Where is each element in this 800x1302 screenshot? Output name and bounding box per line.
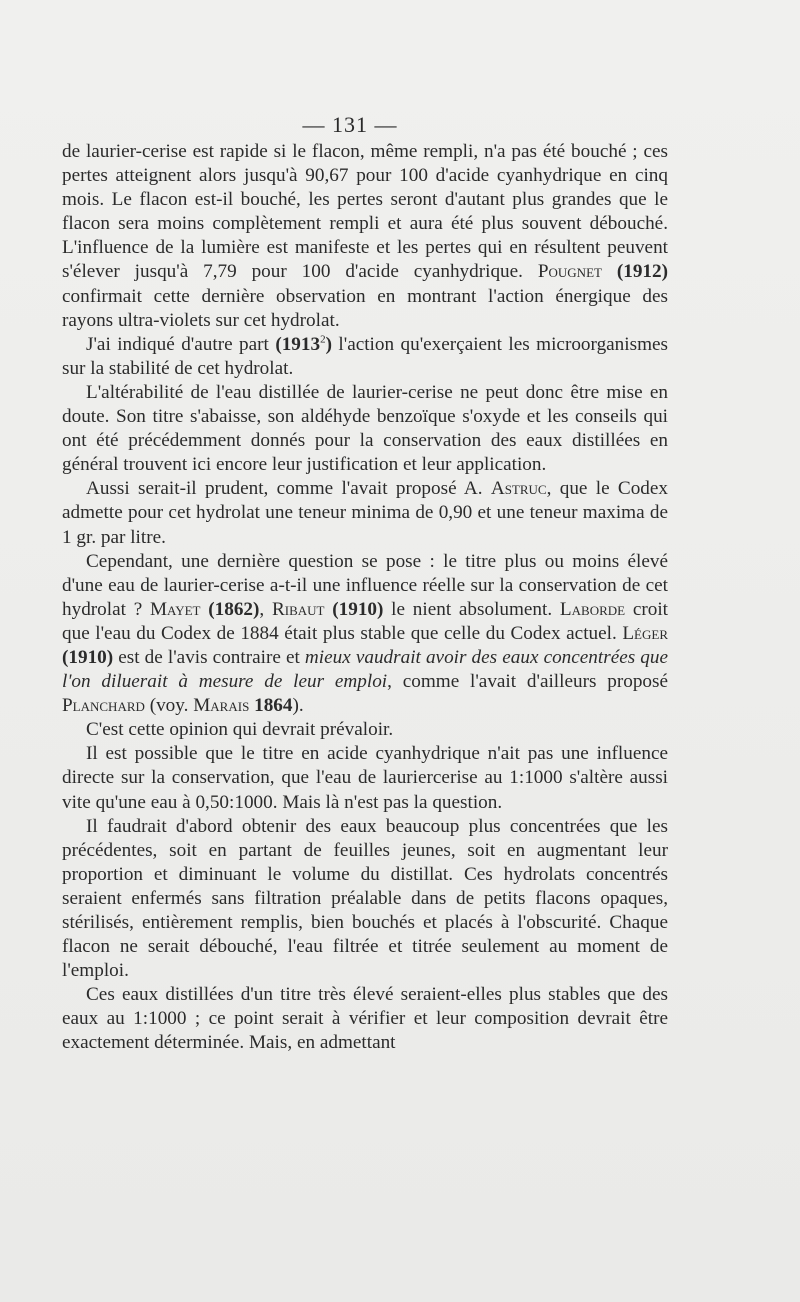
text-run: Ces eaux distillées d'un titre très élevé seraient-elles plus stables que des eaux au 1:1000 ; ce point serait à vérifier et leur composition devrait être exactement déterminée. Mais, en admettant xyxy=(62,984,668,1054)
paragraph xyxy=(62,140,668,333)
author-name: Astruc xyxy=(490,478,547,500)
author-name: Marais xyxy=(193,695,250,717)
text-run: (voy. xyxy=(144,695,194,717)
paragraph xyxy=(62,550,668,719)
citation-year: 1864 xyxy=(254,695,293,717)
author-name: Mayet xyxy=(149,598,201,620)
citation-year: (1910) xyxy=(62,646,114,668)
text-run: Il est possible que le titre en acide cyanhydrique n'ait pas une influence directe sur la conservation, que l'eau de lauriercerise au 1:1000 s'altère aussi vite qu'une eau à 0,50:1000. Mais là n'est pas la question. xyxy=(62,743,668,813)
text-run: de laurier-cerise est rapide si le flacon, même rempli, n'a pas été bouché ; ces pertes atteignent alors jusqu'à 90,67 pour 100 d'acide cyanhydrique en cinq mois. Le flacon est-il bouché, les pertes seront d'autant plus grandes que le flacon sera moins complètement rempli et aura été plus souvent débouché. L'influence de la lumière est manifeste et les pertes qui en résultent peuvent s'élever jusqu'à 7,79 pour 100 d'acide cyanhydrique. xyxy=(62,141,668,283)
author-name: Ribaut xyxy=(271,598,325,620)
text-run: , xyxy=(259,598,272,620)
paragraph xyxy=(62,718,668,742)
paragraph xyxy=(62,333,668,381)
text-run: l'action qu'exerçaient les microorganismes sur la stabilité de cet hydrolat. xyxy=(62,333,668,379)
citation-year: (1862) xyxy=(208,598,260,620)
author-name: Pougnet xyxy=(537,261,602,283)
citation-year: (1910) xyxy=(332,598,384,620)
footnote-ref: 2 xyxy=(320,333,326,346)
paragraph xyxy=(62,815,668,984)
text-run: Aussi serait-il prudent, comme l'avait proposé A. xyxy=(86,478,491,500)
text-run: L'altérabilité de l'eau distillée de laurier-cerise ne peut donc être mise en doute. Son titre s'abaisse, son aldéhyde benzoïque s'oxyde et les conseils qui ont été précédemment donnés pour la conservation des eaux distillées en général trouvent ici encore leur justification et leur application. xyxy=(62,381,668,476)
citation-year: (1913 xyxy=(275,333,321,355)
author-name: Laborde xyxy=(559,598,626,620)
citation-year: (1912) xyxy=(616,261,668,283)
text-run xyxy=(602,261,617,282)
text-run: confirmait cette dernière observation en montrant l'action énergique des rayons ultra-violets sur cet hydrolat. xyxy=(62,285,668,331)
author-name: Léger xyxy=(622,622,668,644)
text-run: ). xyxy=(292,695,304,717)
text-run: Cependant, une dernière question se pose : le titre plus ou moins élevé d'une eau de laurier-cerise a-t-il une influence réelle sur la conservation de cet hydrolat ? xyxy=(62,550,668,620)
text-run: le nient absolument. xyxy=(383,598,560,620)
paragraph xyxy=(62,983,668,1055)
text-run: Il faudrait d'abord obtenir des eaux beaucoup plus concentrées que les précédentes, soit en partant de feuilles jeunes, soit en augmentant leur proportion et diminuant le volume du distillat. Ces hydrolats concentrés seraient enfermés sans filtration préalable dans de petits flacons opaques, stérilisés, entièrement remplis, bien bouchés et placés à l'obscurité. Chaque flacon ne serait débouché, l'eau filtrée et titrée seulement au moment de l'emploi. xyxy=(62,815,668,982)
page-number: — 131 — xyxy=(302,112,398,137)
text-run: , que le Codex admette pour cet hydrolat une teneur minima de 0,90 et une teneur maxima de 1 gr. par litre. xyxy=(62,478,668,548)
text-run: C'est cette opinion qui devrait prévaloir. xyxy=(86,719,394,741)
paragraph xyxy=(62,477,668,549)
text-run: croit que l'eau du Codex de 1884 était plus stable que celle du Codex actuel. xyxy=(62,598,669,644)
body-text xyxy=(62,140,668,1056)
text-run: , comme l'avait d'ailleurs proposé xyxy=(387,671,668,693)
paragraph xyxy=(62,381,668,477)
text-run: est de l'avis contraire et xyxy=(113,646,305,668)
paragraph xyxy=(62,742,668,814)
italic-quote: mieux vaudrait avoir des eaux concentrées que l'on diluerait à mesure de leur emploi xyxy=(62,646,668,693)
text-run: J'ai indiqué d'autre part xyxy=(86,333,276,355)
author-name: Planchard xyxy=(62,695,145,717)
citation-year: ) xyxy=(325,333,332,355)
